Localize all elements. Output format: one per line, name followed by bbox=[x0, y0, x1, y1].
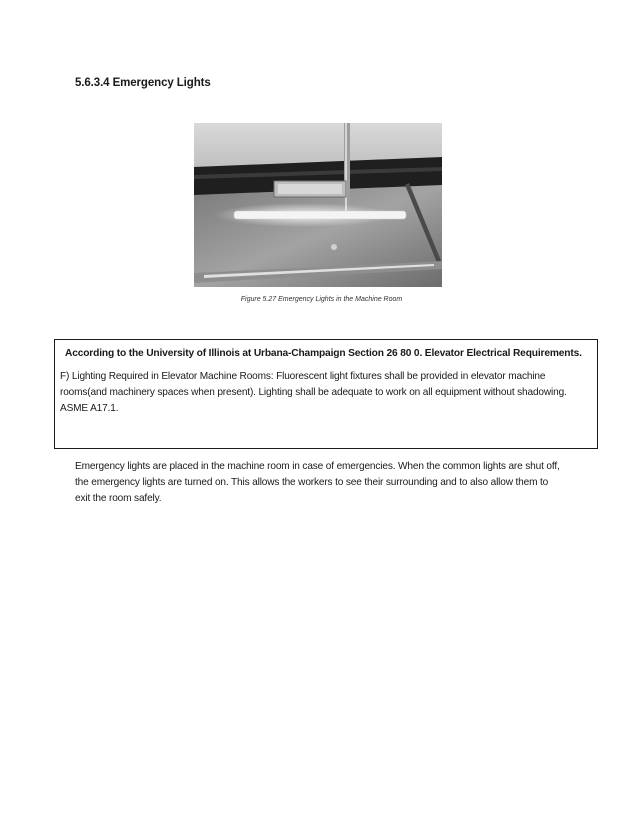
requirement-box bbox=[54, 339, 598, 449]
requirement-body: F) Lighting Required in Elevator Machine Rooms: Fluorescent light fixtures shall be provided in elevator machine rooms(and machinery spaces when present). Lighting shall be adequate to work on all equipment without shadowing. ASME A17.1. bbox=[60, 371, 567, 414]
figure-caption bbox=[0, 296, 638, 303]
section-heading: 5.6.3.4 Emergency Lights bbox=[75, 77, 211, 89]
figure-caption-text: Figure 5.27 Emergency Lights in the Machine Room bbox=[240, 296, 403, 303]
photo-icon bbox=[194, 123, 442, 287]
requirement-title: According to the University of Illinois at Urbana-Champaign Section 26 80 0. Elevator Electrical Requirements. bbox=[65, 348, 582, 359]
machine-room-photo bbox=[194, 123, 442, 287]
body-paragraph: Emergency lights are placed in the machine room in case of emergencies. When the common lights are shut off, the emergency lights are turned on. This allows the workers to see their surrounding and to also allow them to exit the room safely. bbox=[75, 461, 560, 504]
